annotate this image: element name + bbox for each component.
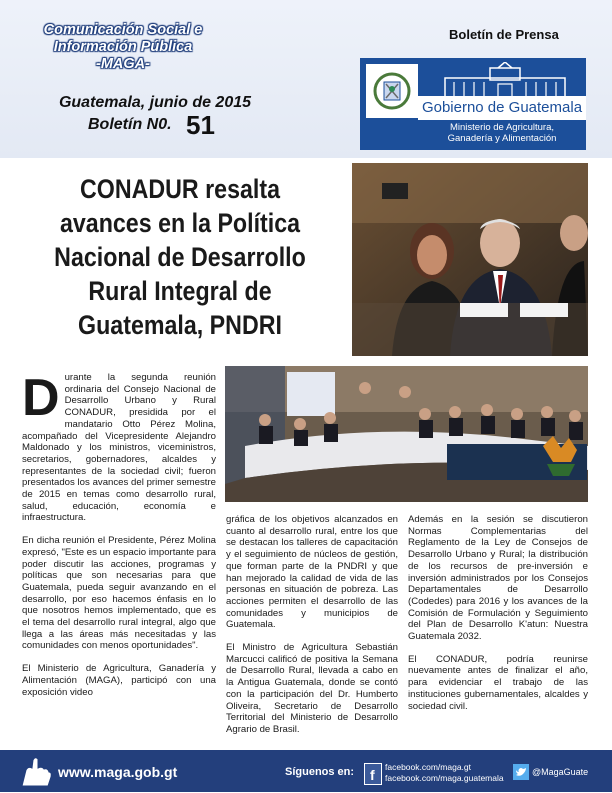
ministry-name (418, 122, 586, 144)
ministry-line: Ganadería y Alimentación (447, 133, 557, 144)
article-column-2 (226, 514, 398, 747)
article-paragraph (22, 369, 216, 524)
meeting-photo-closeup (352, 163, 588, 356)
twitter-handle[interactable]: @MagaGuate (532, 767, 589, 777)
twitter-icon[interactable] (513, 764, 529, 780)
article-paragraph: El CONADUR, podría reunirse nuevamente antes de finalizar el año, para evidenciar el trabajo de las instituciones gubernamentales, alcaldes y sociedad civil. (408, 653, 588, 712)
org-name (28, 22, 218, 73)
masthead (0, 0, 612, 158)
org-line: -MAGA- (96, 56, 150, 72)
org-line: Comunicación Social e (43, 22, 203, 38)
website-link[interactable]: www.maga.gob.gt (58, 764, 178, 780)
article-paragraph: gráfica de los objetivos alcanzados en cuanto al desarrollo rural, entre los que se destacan los talleres de capacitación y el seguimiento de núcleos de gestión, que forman parte de la PNDRI y que han mejorado la calidad de vida de las personas en situación de pobreza. Las acciones permiten el desarrollo de las comunidades y municipios de Guatemala. (226, 514, 398, 631)
government-name: Gobierno de Guatemala (418, 96, 586, 120)
facebook-link-1[interactable]: facebook.com/maga.gt (385, 762, 471, 772)
article-paragraph: Además en la sesión se discutieron Normas Complementarias del Reglamento de la Ley de Consejos de Desarrollo Urbano y Rural; la distribución de los recursos de pre-inversión e inversión administrados por los Consejos Departamentales de Desarrollo (Codedes) para 2016 y los avances de la Comisión de Formulación y Seguimiento del Plan de Desarrollo K'atun: Nuestra Guatemala 2032. (408, 514, 588, 643)
follow-label: Síguenos en: (285, 766, 355, 778)
article-paragraph: El Ministro de Agricultura Sebastián Marcucci calificó de positiva la Semana de Desarrollo Rural, llevada a cabo en la Antigua Guatemala, donde se contó con la participación del Dr. Humberto Oliveira, Secretario de Desarrollo Territorial del Ministerio de Desarrollo Agrario de Brasil. (226, 642, 398, 735)
pointing-hand-icon (18, 756, 54, 793)
article-title (42, 172, 317, 342)
facebook-link-2[interactable]: facebook.com/maga.guatemala (385, 773, 504, 783)
article-paragraph: En dicha reunión el Presidente, Pérez Molina expresó, "Este es un espacio importante para poder discutir las acciones, programas y políticas que son necesarias para que Guatemala, pueda seguir avanzando en el desarrollo, por eso hacemos énfasis en lo que nosotros hemos implementado, que es el tema del desarrollo rural integral, algo que llega a las áreas más necesitadas y las comunidades con menos oportunidades". (22, 535, 216, 652)
press-label: Boletín de Prensa (449, 27, 559, 42)
bulletin-number: 51 (186, 110, 215, 140)
title-line: CONADUR resalta (79, 174, 281, 204)
paragraph-text: urante la segunda reunión ordinaria del Consejo Nacional de Desarrollo Urbano y Rural CONADUR, presidida por el mandatario Otto Pérez Molina, acompañado del Vicepresidente Alejandro Maldonado y los ministros, viceministros, secretarios, gobernadores, alcaldes y representantes de la sociedad civil; fueron presentados los avances del primer semestre de 2015 en temas como desarrollo rural, salud, educación, economía e infraestructura. (22, 372, 216, 524)
title-line: Guatemala, PNDRI (78, 310, 282, 340)
article-paragraph: El Ministerio de Agricultura, Ganadería y Alimentación (MAGA), participó con una exposición video (22, 663, 216, 698)
coat-of-arms-icon (366, 64, 418, 118)
article-column-1 (22, 369, 216, 709)
title-line: Nacional de Desarrollo (54, 242, 306, 272)
facebook-icon[interactable] (364, 763, 382, 785)
org-line: Información Pública (53, 39, 193, 55)
footer-bar (0, 750, 612, 792)
title-line: Rural Integral de (88, 276, 272, 306)
svg-text:f: f (370, 767, 375, 783)
ministry-line: Ministerio de Agricultura, (449, 122, 555, 133)
article-column-3 (408, 514, 588, 723)
issue-date: Guatemala, junio de 2015 (58, 94, 252, 111)
title-line: avances en la Política (59, 208, 301, 238)
government-logo-panel (360, 58, 586, 150)
drop-cap: D (22, 369, 60, 427)
conference-room-photo (225, 366, 588, 502)
bulletin-label: Boletín N0. (88, 116, 172, 133)
